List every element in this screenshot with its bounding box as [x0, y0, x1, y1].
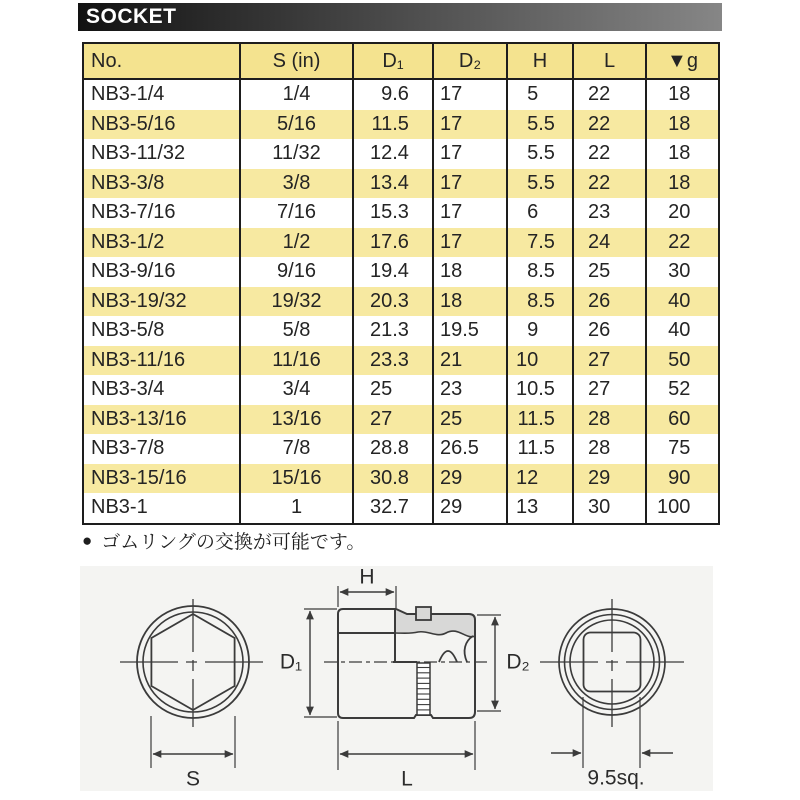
cell: 8.5 [507, 287, 573, 317]
cell: 27 [353, 405, 433, 435]
cell: NB3-19/32 [83, 287, 240, 317]
cell: NB3-7/8 [91, 437, 165, 459]
cell: 17 [433, 139, 507, 169]
cell: 17.6 [353, 228, 433, 258]
cell: 40 [646, 287, 719, 317]
cell: 22 [573, 79, 646, 110]
table-row [83, 79, 719, 110]
cell: 50 [646, 346, 719, 376]
cell: 9/16 [240, 257, 353, 287]
cell: 17 [433, 169, 507, 199]
table-row [83, 257, 719, 287]
table-row [83, 464, 719, 494]
cell: 12 [507, 464, 573, 494]
cell: 5/16 [240, 110, 353, 140]
square-drive-view [540, 599, 684, 768]
cell: 40 [646, 316, 719, 346]
cell: NB3-9/16 [91, 260, 176, 282]
column-header: No. [83, 43, 240, 79]
cell: 13 [507, 493, 573, 524]
section-title-bar [78, 3, 722, 31]
cell: 11.5 [507, 434, 573, 464]
hex-face-view [120, 599, 266, 768]
cell: 1/4 [240, 79, 353, 110]
cell: 6 [507, 198, 573, 228]
cell: 5 [507, 79, 573, 110]
section-title: SOCKET [86, 5, 177, 28]
cell: 32.7 [353, 493, 433, 524]
cell: NB3-13/16 [83, 405, 240, 435]
cell: 5.5 [507, 139, 573, 169]
cell: 22 [646, 228, 719, 258]
cell: 29 [433, 493, 507, 524]
cell: 23 [573, 198, 646, 228]
cell: NB3-7/16 [91, 201, 176, 223]
cell: 19.5 [433, 316, 507, 346]
dim-label-l: L [401, 767, 413, 791]
cell: 5.5 [507, 110, 573, 140]
technical-drawing-panel [80, 566, 713, 791]
cell: 21.3 [353, 316, 433, 346]
cell: 28 [573, 405, 646, 435]
cell: 19/32 [240, 287, 353, 317]
table-row [83, 405, 719, 435]
column-header: D₁ [353, 43, 433, 79]
cell: 20 [646, 198, 719, 228]
table-header-row [83, 43, 719, 79]
dim-label-s: S [185, 767, 201, 791]
cell: 9.6 [353, 79, 433, 110]
cell: 22 [573, 169, 646, 199]
dim-label-h: H [359, 565, 375, 589]
cell: 90 [646, 464, 719, 494]
cell: NB3-1 [91, 496, 148, 518]
cell: 18 [646, 169, 719, 199]
cell: 22 [573, 110, 646, 140]
column-header: L [573, 43, 646, 79]
cell: 28 [573, 434, 646, 464]
cell: 22 [573, 139, 646, 169]
cell: NB3-1/2 [83, 228, 240, 258]
cell: 23.3 [353, 346, 433, 376]
cell: 18 [646, 139, 719, 169]
table-row [83, 287, 719, 317]
cell: 26.5 [433, 434, 507, 464]
cell: NB3-15/16 [83, 464, 240, 494]
cell: 17 [433, 110, 507, 140]
cell: 17 [433, 198, 507, 228]
cell: 21 [433, 346, 507, 376]
spec-table [82, 42, 720, 525]
dim-label-d1: D₁ [279, 650, 303, 674]
cell: 27 [573, 375, 646, 405]
cell: 30 [646, 257, 719, 287]
cell: 7/16 [240, 198, 353, 228]
cell: 3/8 [240, 169, 353, 199]
cell: 1 [240, 493, 353, 524]
cell: NB3-5/8 [91, 319, 165, 341]
cell: NB3-11/32 [91, 142, 186, 164]
cell: 15.3 [353, 198, 433, 228]
cell: 19.4 [353, 257, 433, 287]
cell: 20.3 [353, 287, 433, 317]
note-line [82, 527, 365, 554]
cell: 17 [433, 79, 507, 110]
table-row [83, 169, 719, 199]
cell: 29 [433, 464, 507, 494]
cell: NB3-11/16 [83, 346, 240, 376]
cell: 17 [433, 228, 507, 258]
cell: 100 [646, 493, 719, 524]
cell: 27 [573, 346, 646, 376]
cell: 25 [353, 375, 433, 405]
column-header: ▼g [646, 43, 719, 79]
socket-diagram [80, 566, 713, 791]
cell: 9 [507, 316, 573, 346]
table-row [83, 228, 719, 258]
cell: NB3-3/4 [91, 378, 165, 400]
side-view [304, 586, 501, 770]
cell: 10.5 [507, 375, 573, 405]
cell: 30 [573, 493, 646, 524]
cell: 8.5 [507, 257, 573, 287]
cell: 24 [573, 228, 646, 258]
cell: 3/4 [240, 375, 353, 405]
cell: 11/16 [240, 346, 353, 376]
table-row [83, 434, 719, 464]
cell: 13/16 [240, 405, 353, 435]
cell: 30.8 [353, 464, 433, 494]
cell: 26 [573, 316, 646, 346]
cell: NB3-1/4 [91, 83, 165, 105]
cell: 15/16 [240, 464, 353, 494]
note-text: ゴムリングの交換が可能です。 [101, 532, 366, 553]
table-row [83, 316, 719, 346]
cell: 18 [646, 79, 719, 110]
column-header: H [507, 43, 573, 79]
cell: 29 [573, 464, 646, 494]
table-row [83, 375, 719, 405]
cell: 13.4 [353, 169, 433, 199]
table-row [83, 110, 719, 140]
table-row [83, 493, 719, 524]
cell: 12.4 [353, 139, 433, 169]
cell: 11.5 [353, 110, 433, 140]
column-header: D₂ [433, 43, 507, 79]
cell: 18 [433, 287, 507, 317]
cell: NB3-3/8 [83, 169, 240, 199]
cell: 5/8 [240, 316, 353, 346]
cell: 23 [433, 375, 507, 405]
dim-label-sq: 9.5sq. [587, 766, 645, 790]
cell: 11.5 [507, 405, 573, 435]
column-header: S (in) [240, 43, 353, 79]
cell: 18 [646, 110, 719, 140]
cell: 1/2 [240, 228, 353, 258]
cell: 10 [507, 346, 573, 376]
cell: 25 [573, 257, 646, 287]
cell: 5.5 [507, 169, 573, 199]
cell: 60 [646, 405, 719, 435]
cell: 11/32 [240, 139, 353, 169]
cell: 75 [646, 434, 719, 464]
table-row [83, 139, 719, 169]
table-row [83, 198, 719, 228]
table-row [83, 346, 719, 376]
cell: 28.8 [353, 434, 433, 464]
dim-label-d2: D₂ [506, 650, 530, 674]
cell: 52 [646, 375, 719, 405]
bullet-icon: ● [82, 531, 93, 550]
cell: 18 [433, 257, 507, 287]
cell: NB3-5/16 [83, 110, 240, 140]
cell: 26 [573, 287, 646, 317]
cell: 25 [433, 405, 507, 435]
cell: 7/8 [240, 434, 353, 464]
cell: 7.5 [507, 228, 573, 258]
